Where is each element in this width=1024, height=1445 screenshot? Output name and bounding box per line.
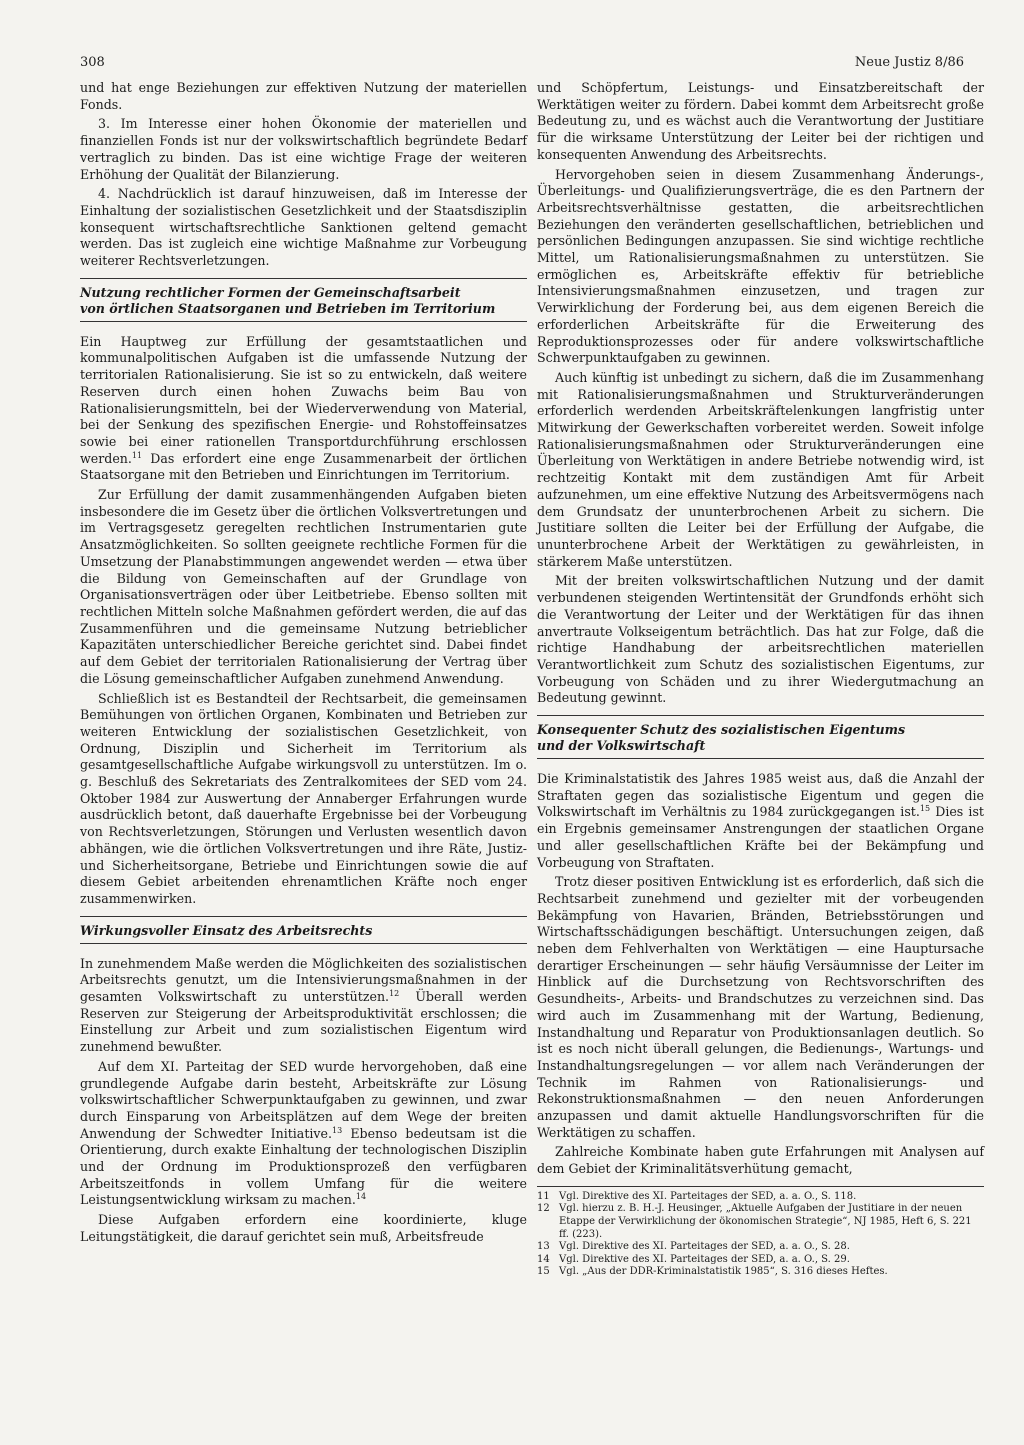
paragraph-text: Das erfordert eine enge Zusammenarbeit der örtlichen Staatsorgane mit den Betrieben und Einrichtungen im Territorium. <box>80 450 527 483</box>
section-heading <box>537 715 984 759</box>
paragraph: Hervorgehoben seien in diesem Zusammenhang Änderungs-, Überleitungs- und Qualifizierungsverträge, die es den Partnern der Arbeitsrechtsverhältnisse gestatten, die arbeitsrechtlichen Beziehungen den veränderten gesellschaftlichen, betrieblichen und persönlichen Bedingungen anzupassen. Sie sind wichtige rechtliche Mittel, um Rationalisierungsmaßnahmen zu unterstützen. Sie ermöglichen es, Arbeitskräfte effektiv für betriebliche Intensivierungsmaßnahmen einzusetzen, und tragen zur Verwirklichung der Forderung bei, aus dem eigenen Bereich die erforderlichen Arbeitskräfte für die Erweiterung des Reproduktionsprozesses oder für andere volkswirtschaftliche Schwerpunktaufgaben zu gewinnen. <box>537 166 984 366</box>
footnote-number: 12 <box>537 1203 550 1215</box>
journal-title: Neue Justiz 8/86 <box>854 55 964 70</box>
footnote-ref: 15 <box>919 804 931 814</box>
footnote-ref: 13 <box>331 1125 343 1135</box>
page-number: 308 <box>80 55 105 70</box>
section-heading-line: Konsequenter Schutz des sozialistischen Eigentums <box>537 722 906 738</box>
paragraph-text: Ein Hauptweg zur Erfüllung der gesamtstaatlichen und kommunalpolitischen Aufgaben ist die umfassende Nutzung der territorialen Rationalisierung. Sie ist so zu entwickeln, daß weitere Reserven durch einen hohen Zuwachs beim Bau von Rationalisierungsmitteln, bei der Wiederverwendung von Material, bei der Senkung des spezifischen Energie- und Rohstoffeinsatzes sowie bei einer rationellen Transportdurchführung erschlossen werden. <box>80 333 527 466</box>
paragraph-text: Ebenso bedeutsam ist die Orientierung, durch exakte Einhaltung der technologischen Disziplin und der Ordnung im Produktionsprozeß den verfügbaren Arbeitszeitfonds in vollem Umfang für die weitere Leistungsentwicklung wirksam zu machen. <box>80 1125 527 1208</box>
footnote-ref: 14 <box>355 1192 367 1202</box>
footnote-text: Vgl. Direktive des XI. Parteitages der SED, a. a. O., S. 29. <box>559 1253 850 1265</box>
paragraph <box>80 1059 527 1209</box>
paragraph-text: Dies ist ein Ergebnis gemeinsamer Anstrengungen der staatlichen Organe und aller gesellschaftlichen Kräfte bei der Bekämpfung und Vorbeugung von Straftaten. <box>537 804 984 870</box>
paragraph <box>80 334 527 484</box>
paragraph: Trotz dieser positiven Entwicklung ist es erforderlich, daß sich die Rechtsarbeit zunehmend und gezielter mit der vorbeugenden Bekämpfung von Havarien, Bränden, Betriebsstörungen und Wirtschaftsschädigungen beschäftigt. Untersuchungen zeigen, daß neben dem Fehlverhalten von Werktätigen — eine Hauptursache derartiger Erscheinungen — sehr häufig Versäumnisse der Leiter im Hinblick auf die Durchsetzung von Rechtsvorschriften des Gesundheits-, Arbeits- und Brandschutzes zu verzeichnen sind. Das wird auch im Zusammenhang mit der Wartung, Bedienung, Instandhaltung und Reparatur von Produktionsanlagen deutlich. So ist es noch nicht überall gelungen, die Bedienungs-, Wartungs- und Instandhaltungsregelungen — vor allem nach Veränderungen der Technik im Rahmen von Rationalisierungs- und Rekonstruktionsmaßnahmen — den neuen Anforderungen anzupassen und damit aktuelle Handlungsvorschriften für die Werktätigen zu schaffen. <box>537 874 984 1140</box>
footnote <box>537 1266 984 1279</box>
footnote <box>537 1191 984 1204</box>
footnote-ref: 12 <box>389 988 400 998</box>
paragraph: Schließlich ist es Bestandteil der Rechtsarbeit, die gemeinsamen Bemühungen von örtlichen Organen, Kombinaten und Betrieben zur weiteren Entwicklung der sozialistischen Gesetzlichkeit, von Ordnung, Disziplin und Sicherheit im Territorium als gesamtgesellschaftliche Aufgabe wirkungsvoll zu unterstützen. Im o. g. Beschluß des Sekretariats des Zentralkomitees der SED vom 24. Oktober 1984 zur Auswertung der Annaberger Erfahrungen wurde ausdrücklich betont, daß dauerhafte Ergebnisse bei der Vorbeugung von Rechtsverletzungen, Störungen und Verlusten wesentlich davon abhängen, wie die örtlichen Volksvertretungen und ihre Räte, Justiz- und Sicherheitsorgane, Betriebe und Einrichtungen sowie die auf diesem Gebiet arbeitenden ehrenamtlichen Kräfte noch enger zusammenwirken. <box>80 690 527 906</box>
footnote <box>537 1241 984 1254</box>
section-heading-line: Nutzung rechtlicher Formen der Gemeinschaftsarbeit <box>80 284 461 300</box>
paragraph: 3. Im Interesse einer hohen Ökonomie der materiellen und finanziellen Fonds ist nur der volkswirtschaftlich begründete Bedarf vertraglich zu binden. Das ist eine wichtige Frage der weiteren Erhöhung der Qualität der Bilanzierung. <box>80 116 527 182</box>
paragraph: Zahlreiche Kombinate haben gute Erfahrungen mit Analysen auf dem Gebiet der Kriminalitätsverhütung gemacht, <box>537 1144 984 1177</box>
left-column <box>80 80 527 1249</box>
footnote-text: Vgl. hierzu z. B. H.-J. Heusinger, „Aktuelle Aufgaben der Justitiare in der neuen Etappe der Verwirklichung der ökonomischen Strategie“, NJ 1985, Heft 6, S. 221 ff. (223). <box>559 1203 972 1240</box>
right-column <box>537 80 984 1279</box>
paragraph <box>80 956 527 1056</box>
paragraph: Diese Aufgaben erfordern eine koordinierte, kluge Leitungstätigkeit, die darauf gerichtet sein muß, Arbeitsfreude <box>80 1212 527 1244</box>
section-heading-line: und der Volkswirtschaft <box>537 738 706 754</box>
paragraph-text: Überall werden Reserven zur Steigerung der Arbeitsproduktivität erschlossen; die Einstellung zur Arbeit und zum sozialistischen Eigentum wird zunehmend bewußter. <box>80 989 527 1055</box>
footnote-number: 13 <box>537 1241 550 1253</box>
footnote-number: 11 <box>537 1190 550 1202</box>
footnote-number: 14 <box>537 1253 550 1265</box>
paragraph: und Schöpfertum, Leistungs- und Einsatzbereitschaft der Werktätigen weiter zu fördern. Dabei kommt dem Arbeitsrecht große Bedeutung zu, und es wächst auch die Verantwortung der Justitiare für die wirksame Unterstützung der Leiter bei der richtigen und konsequenten Anwendung des Arbeitsrechts. <box>537 80 984 162</box>
section-heading-line: von örtlichen Staatsorganen und Betrieben im Territorium <box>80 300 496 316</box>
footnote-ref: 11 <box>131 450 143 460</box>
section-heading <box>80 278 527 322</box>
footnote-text: Vgl. Direktive des XI. Parteitages der SED, a. a. O., S. 118. <box>559 1190 857 1202</box>
paragraph-text: Die Kriminalstatistik des Jahres 1985 weist aus, daß die Anzahl der Straftaten gegen das sozialistische Eigentum und gegen die Volkswirtschaft im Verhältnis zu 1984 zurückgegangen ist. <box>537 771 984 820</box>
paragraph-text: Auf dem XI. Parteitag der SED wurde hervorgehoben, daß eine grundlegende Aufgabe darin besteht, Arbeitskräfte zur Lösung volkswirtschaftlicher Schwerpunktaufgaben zu gewinnen, und zwar durch Einsparung von Arbeitsplätzen auf dem Wege der breiten Anwendung der Schwedter Initiative. <box>80 1058 527 1141</box>
footnote-number: 15 <box>537 1266 550 1278</box>
section-heading-line: Wirkungsvoller Einsatz des Arbeitsrechts <box>80 922 373 938</box>
paragraph <box>537 771 984 871</box>
footnote <box>537 1203 984 1241</box>
paragraph-text: In zunehmendem Maße werden die Möglichkeiten des sozialistischen Arbeitsrechts genutzt, um die Intensivierungsmaßnahmen in der gesamten Volkswirtschaft zu unterstützen. <box>80 955 527 1005</box>
paragraph: Zur Erfüllung der damit zusammenhängenden Aufgaben bieten insbesondere die im Gesetz über die örtlichen Volksvertretungen und im Vertragsgesetz geregelten rechtlichen Instrumentarien gute Ansatzmöglichkeiten. So sollten geeignete rechtliche Formen für die Umsetzung der Planabstimmungen angewendet werden — etwa über die Bildung von Gemeinschaften auf der Grundlage von Organisationsverträgen oder über Leitbetriebe. Ebenso sollten mit rechtlichen Mitteln solche Maßnahmen gefördert werden, die auf das Zusammenführen und die gemeinsame Nutzung betrieblicher Kapazitäten unterschiedlicher Bereiche gerichtet sind. Dabei findet auf dem Gebiet der territorialen Rationalisierung der Vertrag über die Lösung gemeinschaftlicher Aufgaben zunehmend Anwendung. <box>80 487 527 686</box>
paragraph: Mit der breiten volkswirtschaftlichen Nutzung und der damit verbundenen steigenden Wertintensität der Grundfonds erhöht sich die Verantwortung der Leiter und der Werktätigen für das ihnen anvertraute Volkseigentum beträchtlich. Das hat zur Folge, daß die richtige Handhabung der arbeitsrechtlichen materiellen Verantwortlichkeit zum Schutz des sozialistischen Eigentums, zur Vorbeugung von Schäden und zu ihrer Wiedergutmachung an Bedeutung gewinnt. <box>537 573 984 706</box>
footnotes <box>537 1186 984 1279</box>
section-heading <box>80 916 527 944</box>
paragraph: 4. Nachdrücklich ist darauf hinzuweisen, daß im Interesse der Einhaltung der sozialistischen Gesetzlichkeit und der Staatsdisziplin konsequent wirtschaftsrechtliche Sanktionen geltend gemacht werden. Das ist zugleich eine wichtige Maßnahme zur Vorbeugung weiterer Rechtsverletzungen. <box>80 186 527 269</box>
paragraph: und hat enge Beziehungen zur effektiven Nutzung der materiellen Fonds. <box>80 80 527 112</box>
footnote <box>537 1254 984 1267</box>
footnote-text: Vgl. Direktive des XI. Parteitages der SED, a. a. O., S. 28. <box>559 1241 850 1253</box>
paragraph: Auch künftig ist unbedingt zu sichern, daß die im Zusammenhang mit Rationalisierungsmaßnahmen und Strukturveränderungen erforderlich werdenden Arbeitskräftelenkungen langfristig unter Mitwirkung der Gewerkschaften vorbereitet werden. Soweit infolge Rationalisierungsmaßnahmen oder Strukturveränderungen eine Überleitung von Werktätigen in andere Betriebe notwendig wird, ist rechtzeitig Kontakt mit dem zuständigen Amt für Arbeit aufzunehmen, um eine effektive Nutzung des Arbeitsvermögens nach dem Grundsatz der ununterbrochenen Arbeit zu sichern. Die Justitiare sollten die Leiter bei der Erfüllung der Aufgabe, die ununterbrochene Arbeit der Werktätigen zu gewährleisten, in stärkerem Maße unterstützen. <box>537 369 984 569</box>
footnote-text: Vgl. „Aus der DDR-Kriminalstatistik 1985“, S. 316 dieses Heftes. <box>559 1266 888 1278</box>
